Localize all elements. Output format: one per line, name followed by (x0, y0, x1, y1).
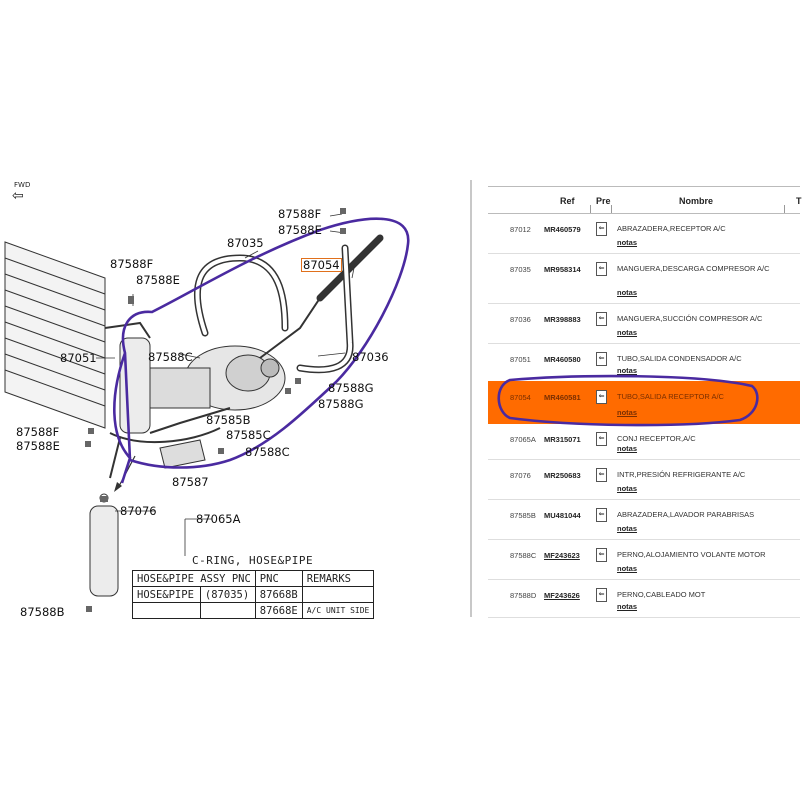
callout-87054-highlighted[interactable]: 87054 (303, 258, 340, 272)
header-extra: T (796, 196, 802, 206)
oring-header-pnc: PNC (255, 571, 302, 587)
notes-link[interactable]: notas (617, 444, 638, 453)
document-arrow-icon[interactable]: ⇐ (596, 548, 607, 562)
callout-87588B: 87588B (20, 605, 65, 619)
document-arrow-icon[interactable]: ⇐ (596, 390, 607, 404)
callout-87588C-b: 87588C (245, 445, 290, 459)
condenser-drawing (5, 242, 105, 428)
oring-table (132, 570, 374, 619)
parts-table-header (488, 186, 800, 214)
notes-link[interactable]: notas (617, 366, 638, 375)
part-code: 87585B (510, 511, 536, 520)
part-name: MANGUERA,DESCARGA COMPRESOR A/C (617, 264, 770, 273)
callout-87588E-b: 87588E (136, 273, 180, 287)
table-row[interactable] (488, 579, 800, 618)
document-arrow-icon[interactable]: ⇐ (596, 508, 607, 522)
oring-table-row (133, 587, 374, 603)
table-row[interactable] (488, 499, 800, 540)
column-divider (611, 205, 612, 213)
callout-87051: 87051 (60, 351, 97, 365)
document-arrow-icon[interactable]: ⇐ (596, 352, 607, 366)
oring-table-title: C-RING, HOSE&PIPE (192, 554, 314, 567)
table-row[interactable] (488, 213, 800, 254)
callout-87588F-b: 87588F (110, 257, 154, 271)
document-arrow-icon[interactable]: ⇐ (596, 432, 607, 446)
part-ref-link[interactable]: MR460581 (544, 393, 581, 402)
part-code: 87036 (510, 315, 531, 324)
callout-87036: 87036 (352, 350, 389, 364)
oring-cell (302, 587, 374, 603)
part-name: PERNO,CABLEADO MOT (617, 590, 706, 599)
oring-cell: HOSE&PIPE (133, 587, 201, 603)
selected-row-circle (490, 372, 765, 428)
part-code: 87035 (510, 265, 531, 274)
part-ref-link[interactable]: MR250683 (544, 471, 581, 480)
oring-table-header (133, 571, 374, 587)
oring-header-remarks: REMARKS (302, 571, 374, 587)
callout-87588G-b: 87588G (318, 397, 364, 411)
part-name: TUBO,SALIDA RECEPTOR A/C (617, 392, 724, 401)
callout-87585B: 87585B (206, 413, 251, 427)
fwd-label: FWD (14, 181, 31, 189)
column-divider (590, 205, 591, 213)
callout-87588E-c: 87588E (16, 439, 60, 453)
parts-diagram (0, 178, 470, 618)
table-row[interactable] (488, 459, 800, 500)
callout-87587: 87587 (172, 475, 209, 489)
part-code: 87065A (510, 435, 536, 444)
document-arrow-icon[interactable]: ⇐ (596, 312, 607, 326)
header-nombre[interactable]: Nombre (679, 196, 714, 206)
part-code: 87076 (510, 471, 531, 480)
part-ref-link[interactable]: MF243623 (544, 551, 580, 560)
callout-87076: 87076 (120, 504, 157, 518)
notes-link[interactable]: notas (617, 524, 638, 533)
callout-87588F-a: 87588F (278, 207, 322, 221)
document-arrow-icon[interactable]: ⇐ (596, 468, 607, 482)
part-code: 87588C (510, 551, 537, 560)
part-name: INTR,PRESIÓN REFRIGERANTE A/C (617, 470, 746, 479)
part-name: PERNO,ALOJAMIENTO VOLANTE MOTOR (617, 550, 766, 559)
notes-link[interactable]: notas (617, 408, 638, 417)
panel-divider (470, 180, 472, 617)
part-name: CONJ RECEPTOR,A/C (617, 434, 696, 443)
table-row[interactable] (488, 423, 800, 460)
part-name: ABRAZADERA,RECEPTOR A/C (617, 224, 726, 233)
notes-link[interactable]: notas (617, 484, 638, 493)
header-ref[interactable]: Ref (560, 196, 575, 206)
callout-87588E-a: 87588E (278, 223, 322, 237)
part-ref-link[interactable]: MU481044 (544, 511, 581, 520)
callout-87588C-a: 87588C (148, 350, 193, 364)
oring-table-row (133, 603, 374, 619)
notes-link[interactable]: notas (617, 564, 638, 573)
notes-link[interactable]: notas (617, 288, 638, 297)
oring-cell: 87668B (255, 587, 302, 603)
part-ref-link[interactable]: MR398883 (544, 315, 581, 324)
document-arrow-icon[interactable]: ⇐ (596, 222, 607, 236)
fwd-arrow-icon: ⇦ (12, 187, 24, 203)
oring-header-assy: HOSE&PIPE ASSY PNC (133, 571, 256, 587)
table-row[interactable] (488, 303, 800, 344)
part-ref-link[interactable]: MR315071 (544, 435, 581, 444)
notes-link[interactable]: notas (617, 602, 638, 611)
part-code: 87012 (510, 225, 531, 234)
column-divider (784, 205, 785, 213)
part-name: ABRAZADERA,LAVADOR PARABRISAS (617, 510, 755, 519)
callout-87035: 87035 (227, 236, 264, 250)
oring-cell (200, 603, 255, 619)
part-name: TUBO,SALIDA CONDENSADOR A/C (617, 354, 742, 363)
notes-link[interactable]: notas (617, 328, 638, 337)
callout-87585C: 87585C (226, 428, 271, 442)
part-ref-link[interactable]: MR460579 (544, 225, 581, 234)
header-pre[interactable]: Pre (596, 196, 611, 206)
part-ref-link[interactable]: MR958314 (544, 265, 581, 274)
part-code: 87054 (510, 393, 531, 402)
table-row[interactable] (488, 253, 800, 304)
callout-87588G-a: 87588G (328, 381, 374, 395)
oring-cell: 87668E (255, 603, 302, 619)
table-row[interactable] (488, 539, 800, 580)
document-arrow-icon[interactable]: ⇐ (596, 588, 607, 602)
part-ref-link[interactable]: MR460580 (544, 355, 581, 364)
oring-cell: A/C UNIT SIDE (302, 603, 374, 619)
part-name: MANGUERA,SUCCIÓN COMPRESOR A/C (617, 314, 763, 323)
callout-87065A: 87065A (196, 512, 241, 526)
part-ref-link[interactable]: MF243626 (544, 591, 580, 600)
callout-87588F-c: 87588F (16, 425, 60, 439)
part-code: 87588D (510, 591, 537, 600)
notes-link[interactable]: notas (617, 238, 638, 247)
oring-cell (133, 603, 201, 619)
oring-cell: (87035) (200, 587, 255, 603)
part-code: 87051 (510, 355, 531, 364)
document-arrow-icon[interactable]: ⇐ (596, 262, 607, 276)
